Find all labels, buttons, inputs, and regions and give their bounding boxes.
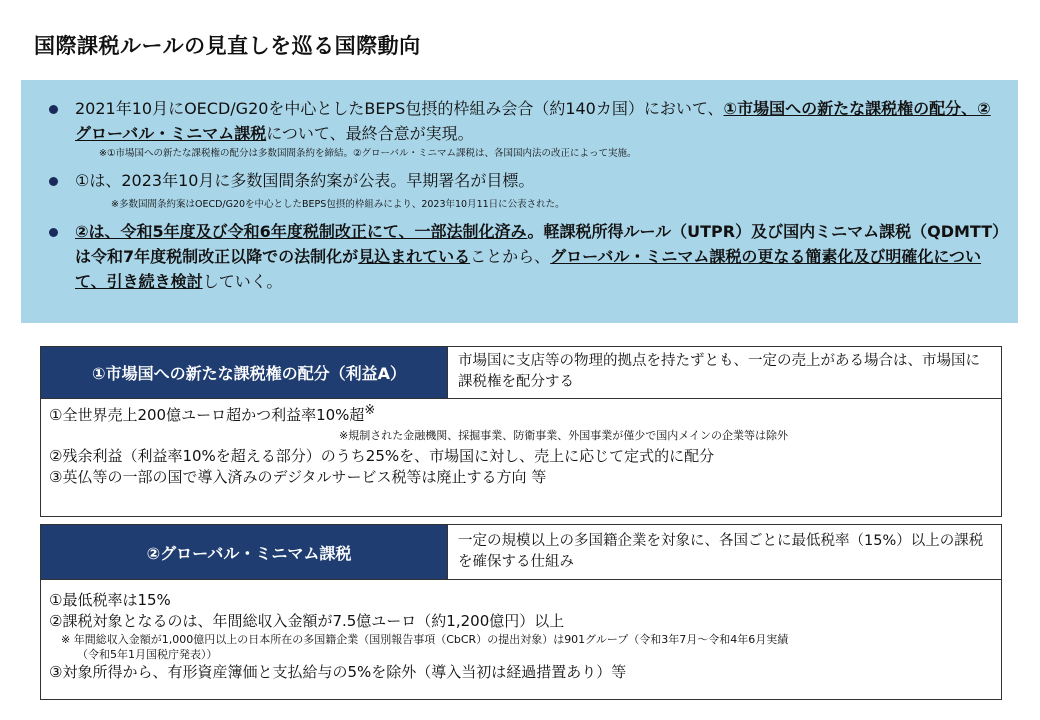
bullet-2-note: ※多数国間条約案はOECD/G20を中心としたBEPS包摂的枠組みにより、2023年10月11日に公表された。 [111, 199, 565, 210]
section-item: ②課税対象となるのは、年間総収入金額が7.5億ユーロ（約1,200億円）以上 [49, 612, 565, 630]
section-description: 市場国に支店等の物理的拠点を持たずとも、一定の売上がある場合は、市場国に課税権を配分する [447, 347, 1001, 398]
summary-bullet-3 [49, 219, 1002, 294]
section-title: ②グローバル・ミニマム課税 [41, 525, 447, 579]
bullet-icon [49, 228, 58, 237]
section-title: ①市場国への新たな課税権の配分（利益A） [41, 347, 447, 398]
section-body [41, 580, 1001, 683]
summary-box [21, 80, 1018, 323]
section-note: （令和5年1月国税庁発表）） [77, 648, 218, 661]
section-note: ※ 年間総収入金額が1,000億円以上の日本所在の多国籍企業（国別報告事項（CbCR）の提出対象）は901グループ（令和3年7月～令和4年6月実績 [61, 633, 789, 646]
section-header [41, 525, 1001, 580]
bullet-2-text: ①は、2023年10月に多数国間条約案が公表。早期署名が目標。 [75, 171, 535, 190]
section-note: ※規制された金融機関、採掘事業、防衛事業、外国事業が僅少で国内メインの企業等は除外 [339, 429, 788, 442]
section-item: ③英仏等の一部の国で導入済みのデジタルサービス税等は廃止する方向 等 [49, 468, 547, 486]
summary-bullet-2 [49, 168, 1002, 193]
page-title: 国際課税ルールの見直しを巡る国際動向 [34, 34, 421, 58]
bullet-1-text: 2021年10月にOECD/G20を中心としたBEPS包摂的枠組み会合（約140カ国）において、①市場国への新たな課税権の配分、②グローバル・ミニマム課税について、最終合意が実現。 [75, 99, 991, 143]
bullet-icon [49, 177, 58, 186]
highlight-text: ②は、令和5年度及び令和6年度税制改正にて、一部法制化済み [75, 222, 528, 241]
section-item: ③対象所得から、有形資産簿価と支払給与の5%を除外（導入当初は経過措置あり）等 [49, 663, 627, 681]
section-item: ②残余利益（利益率10%を超える部分）のうち25%を、市場国に対し、売上に応じて定式的に配分 [49, 447, 715, 465]
section-item: ①全世界売上200億ユーロ超かつ利益率10%超※ [49, 403, 376, 424]
summary-bullet-1 [49, 96, 1002, 146]
highlight-text: ①市場国への新たな課税権の配分、②グローバル・ミニマム課税 [75, 99, 991, 143]
section-market-allocation [40, 346, 1002, 517]
section-global-minimum-tax [40, 524, 1002, 700]
bullet-3-text: ②は、令和5年度及び令和6年度税制改正にて、一部法制化済み。軽課税所得ルール（UTPR）及び国内ミニマム課税（QDMTT）は令和7年度税制改正以降での法制化が見込まれていることから、グローバル・ミニマム課税の更なる簡素化及び明確化について、引き続き検討していく。 [75, 222, 1001, 291]
highlight-text: グローバル・ミニマム課税の更なる簡素化及び明確化について、引き続き検討 [75, 247, 982, 291]
section-body [41, 399, 1001, 488]
bullet-1-note: ※①市場国への新たな課税権の配分は多数国間条約を締結。②グローバル・ミニマム課税は、各国国内法の改正によって実施。 [99, 148, 637, 159]
section-header [41, 347, 1001, 399]
footnote-mark: ※ [364, 403, 376, 418]
section-item: ①最低税率は15% [49, 591, 171, 609]
highlight-text: 見込まれている [358, 247, 471, 266]
section-description: 一定の規模以上の多国籍企業を対象に、各国ごとに最低税率（15%）以上の課税を確保する仕組み [447, 525, 1001, 579]
bullet-icon [49, 105, 58, 114]
